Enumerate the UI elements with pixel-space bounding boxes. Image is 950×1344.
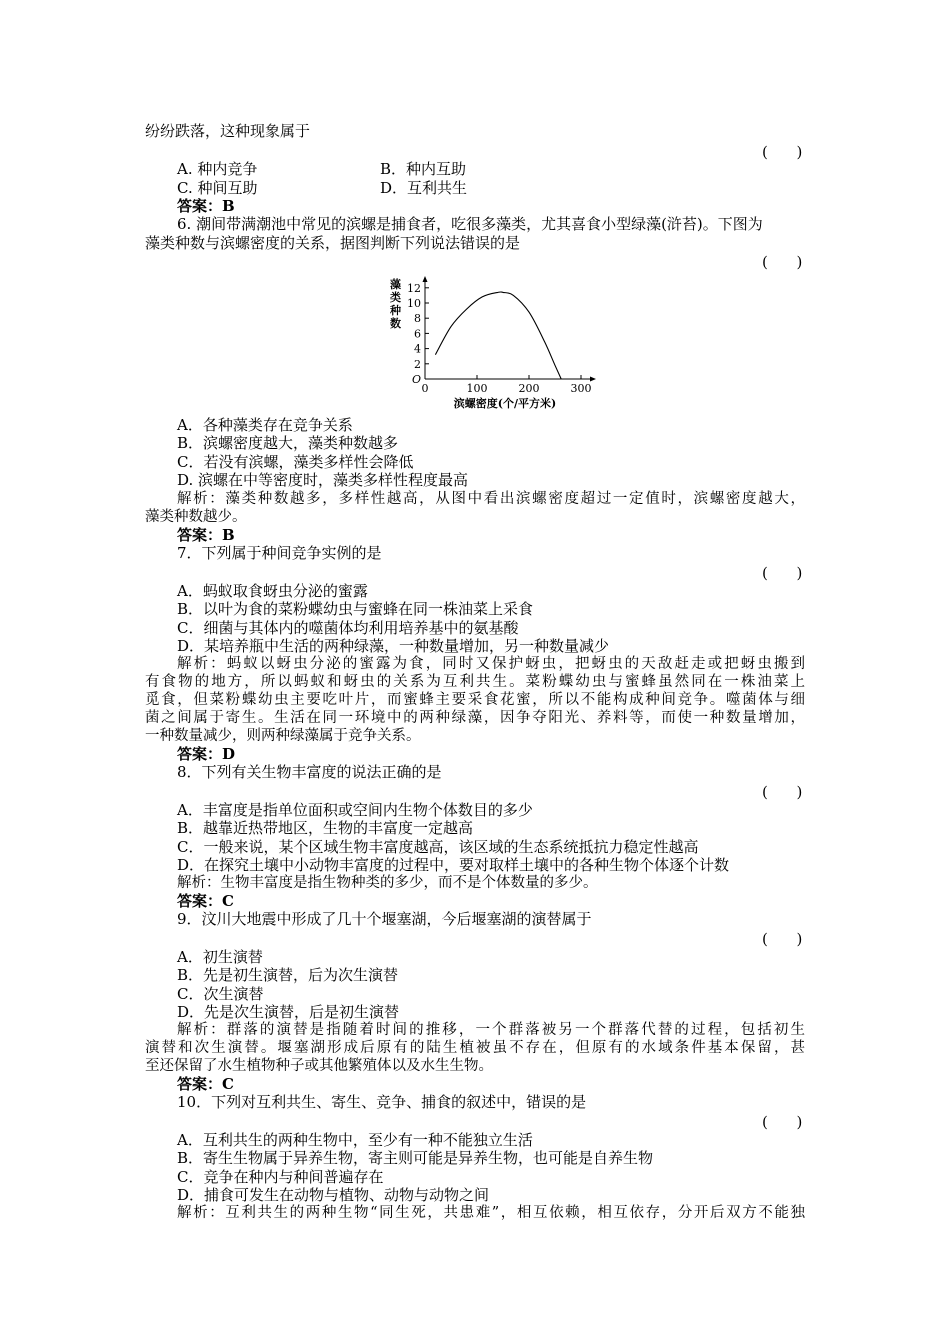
- q5-option-a: A. 种内竞争: [177, 160, 258, 178]
- q6-explanation-line-1: 解析：藻类种数越多，多样性越高，从图中看出滨螺密度超过一定值时，滨螺密度越大，: [177, 491, 805, 507]
- q7-answer-parentheses: ( ): [762, 564, 803, 582]
- q8-option-c: C．一般来说，某个区域生物丰富度越高，该区域的生态系统抵抗力稳定性越高: [177, 838, 699, 856]
- q9-option-c: C．次生演替: [177, 985, 264, 1003]
- q5-option-d: D．互利共生: [380, 179, 468, 197]
- chart-ylabel-char: 种: [390, 304, 401, 317]
- q9-stem: 9．汶川大地震中形成了几十个堰塞湖，今后堰塞湖的演替属于: [177, 910, 592, 928]
- chart-x-tick-label: 200: [518, 382, 540, 395]
- chart-y-axis-arrow: [423, 276, 428, 282]
- q10-option-b: B．寄生生物属于异养生物，寄主则可能是异养生物，也可能是自养生物: [177, 1149, 654, 1167]
- q10-explanation-line-1: 解析：互利共生的两种生物“同生死，共患难”，相互依赖，相互依存，分开后双方不能独: [177, 1205, 805, 1221]
- q10-stem: 10．下列对互利共生、寄生、竞争、捕食的叙述中，错误的是: [177, 1093, 587, 1111]
- q7-explanation-line-5: 一种数量减少，则两种绿藻属于竞争关系。: [145, 728, 421, 744]
- q10-option-a: A．互利共生的两种生物中，至少有一种不能独立生活: [177, 1131, 533, 1149]
- q7-explanation-line-1: 解析：蚂蚁以蚜虫分泌的蜜露为食，同时又保护蚜虫，把蚜虫的天敌赶走或把蚜虫搬到: [177, 656, 805, 672]
- q9-option-b: B．先是初生演替，后为次生演替: [177, 966, 399, 984]
- q8-option-a: A．丰富度是指单位面积或空间内生物个体数目的多少: [177, 801, 533, 819]
- q5-answer-parentheses: ( ): [762, 143, 803, 161]
- chart-x-axis-arrow: [590, 377, 596, 382]
- chart-origin-label: O: [412, 373, 422, 386]
- chart-y-tick-label: 8: [414, 312, 421, 326]
- q9-option-a: A．初生演替: [177, 948, 263, 966]
- q9-answer: 答案：C: [177, 1075, 234, 1093]
- q6-answer: 答案：B: [177, 526, 235, 544]
- q8-option-d: D．在探究土壤中小动物丰富度的过程中，要对取样土壤中的各种生物个体逐个计数: [177, 856, 730, 874]
- chart-y-tick-label: 10: [407, 297, 421, 310]
- q6-answer-parentheses: ( ): [762, 253, 803, 271]
- q8-answer: 答案：C: [177, 892, 234, 910]
- q6-option-d: D. 滨螺在中等密度时，藻类多样性程度最高: [177, 471, 469, 489]
- q10-answer-parentheses: ( ): [762, 1113, 803, 1131]
- chart-xlabel: 滨螺密度(个/平方米): [453, 397, 557, 410]
- chart-ylabel-char: 藻: [390, 278, 401, 291]
- q9-explanation-line-3: 至还保留了水生植物种子或其他繁殖体以及水生生物。: [145, 1058, 493, 1074]
- q6-stem-line-1: 6. 潮间带满潮池中常见的滨螺是捕食者，吃很多藻类，尤其喜食小型绿藻(浒苔)。下图为: [177, 215, 763, 233]
- q9-explanation-line-2: 演替和次生演替。堰塞湖形成后原有的陆生植被虽不存在，但原有的水域条件基本保留，甚: [145, 1040, 805, 1056]
- q10-option-d: D．捕食可发生在动物与植物、动物与动物之间: [177, 1186, 490, 1204]
- q7-option-d: D．某培养瓶中生活的两种绿藻，一种数量增加，另一种数量减少: [177, 637, 610, 655]
- chart-y-ticks: [407, 282, 429, 371]
- q6-stem-line-2: 藻类种数与滨螺密度的关系，据图判断下列说法错误的是: [145, 234, 521, 252]
- chart-ylabel-char: 数: [390, 317, 401, 330]
- chart-x-tick-label: 100: [466, 382, 488, 395]
- q8-explanation-line-1: 解析：生物丰富度是指生物种类的多少，而不是个体数量的多少。: [177, 875, 598, 891]
- q7-explanation-line-2: 有食物的地方，所以蚂蚁和蚜虫的关系为互利共生。菜粉蝶幼虫与蜜蜂虽然同在一株油菜上: [145, 674, 805, 690]
- chart-x-ticks: [422, 375, 592, 395]
- chart-y-tick-label: 4: [414, 342, 421, 356]
- q8-option-b: B．越靠近热带地区，生物的丰富度一定越高: [177, 819, 474, 837]
- q7-explanation-line-4: 菌之间属于寄生。生活在同一环境中的两种绿藻，因争夺阳光、养料等，而使一种数量增加，: [145, 710, 805, 726]
- chart-y-tick-label: 2: [414, 357, 421, 371]
- q8-answer-parentheses: ( ): [762, 783, 803, 801]
- q6-option-b: B．滨螺密度越大，藻类种数越多: [177, 434, 399, 452]
- chart-x-tick-label: 0: [421, 382, 429, 395]
- chart-x-tick-label: 300: [570, 382, 592, 395]
- q7-explanation-line-3: 觅食，但菜粉蝶幼虫主要吃叶片，而蜜蜂主要采食花蜜，所以不能构成种间竞争。噬菌体与细: [145, 692, 805, 708]
- q7-option-b: B．以叶为食的菜粉蝶幼虫与蜜蜂在同一株油菜上采食: [177, 600, 534, 618]
- q7-answer: 答案：D: [177, 745, 236, 763]
- q6-option-a: A．各种藻类存在竞争关系: [177, 416, 353, 434]
- q7-option-c: C．细菌与其体内的噬菌体均利用培养基中的氨基酸: [177, 619, 519, 637]
- q9-answer-parentheses: ( ): [762, 930, 803, 948]
- chart-ylabel: [389, 277, 401, 330]
- q6-option-c: C．若没有滨螺，藻类多样性会降低: [177, 453, 414, 471]
- chart-ylabel-char: 类: [390, 291, 401, 304]
- q10-option-c: C．竞争在种内与种间普遍存在: [177, 1168, 384, 1186]
- q5-answer: 答案：B: [177, 197, 235, 215]
- chart-series-line: [435, 292, 561, 379]
- q8-stem: 8．下列有关生物丰富度的说法正确的是: [177, 763, 442, 781]
- q9-option-d: D．先是次生演替，后是初生演替: [177, 1003, 400, 1021]
- algae-snail-chart: [383, 276, 603, 416]
- q7-option-a: A．蚂蚁取食蚜虫分泌的蜜露: [177, 582, 368, 600]
- q6-explanation-line-2: 藻类种数越少。: [145, 509, 247, 525]
- q5-option-b: B．种内互助: [380, 160, 467, 178]
- chart-y-tick-label: 6: [414, 327, 421, 341]
- q5-stem-tail: 纷纷跌落，这种现象属于: [145, 122, 311, 140]
- chart-y-tick-label: 12: [407, 281, 421, 295]
- q5-option-c: C. 种间互助: [177, 179, 258, 197]
- q7-stem: 7．下列属于种间竞争实例的是: [177, 544, 382, 562]
- q9-explanation-line-1: 解析：群落的演替是指随着时间的推移，一个群落被另一个群落代替的过程，包括初生: [177, 1022, 805, 1038]
